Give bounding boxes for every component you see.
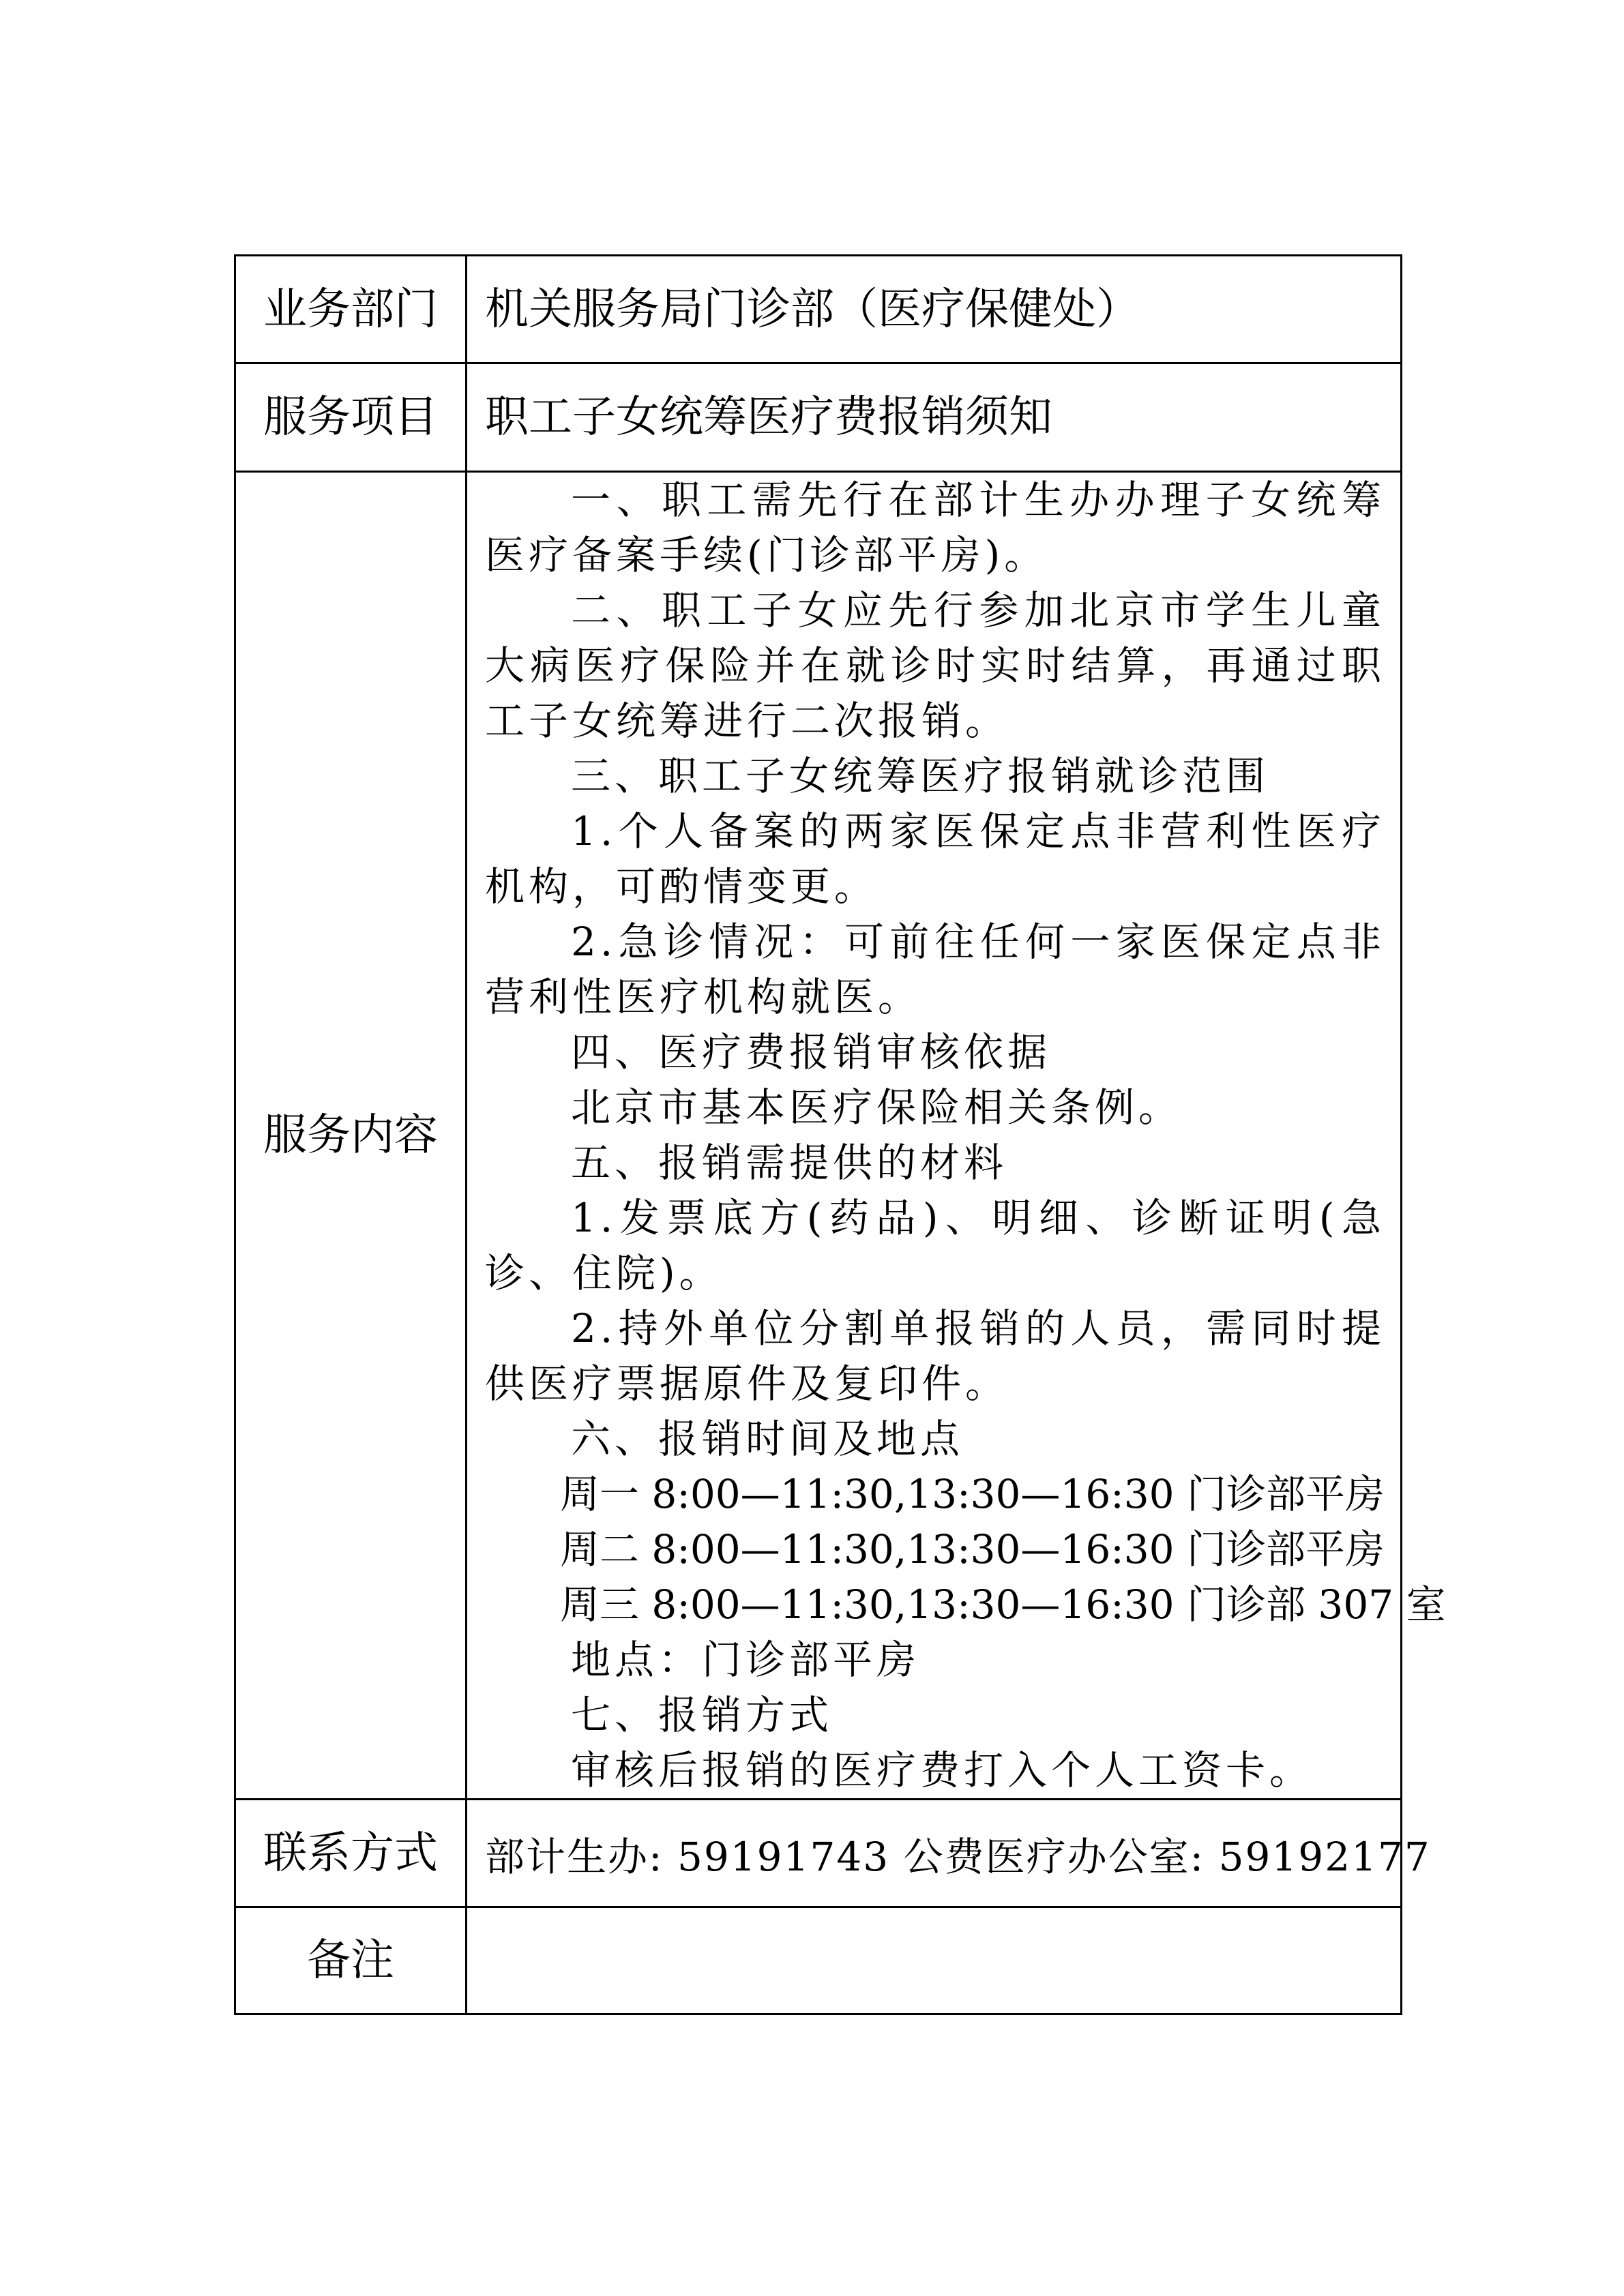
- content-paragraph: 七、报销方式: [571, 1692, 833, 1738]
- content-paragraph: 2.急诊情况：可前往任何一家医保定点非营利性医疗机构就医。: [485, 919, 1385, 1020]
- service-content-label: 服务内容: [235, 472, 467, 1800]
- content-paragraph: 2.持外单位分割单报销的人员，需同时提供医疗票据原件及复印件。: [485, 1305, 1385, 1407]
- content-paragraph: 三、职工子女统筹医疗报销就诊范围: [571, 753, 1270, 799]
- schedule-line: 周三 8:00—11:30,13:30—16:30 门诊部 307 室: [560, 1581, 1446, 1628]
- row-remarks: [235, 1907, 1402, 2014]
- content-paragraph: 二、职工子女应先行参加北京市学生儿童大病医疗保险并在就诊时实时结算，再通过职工子女统筹进行二次报销。: [485, 587, 1385, 744]
- row-department: [235, 256, 1402, 363]
- service-notice-table: [234, 254, 1446, 2015]
- row-service-content: [235, 472, 1402, 1800]
- content-paragraph: 六、报销时间及地点: [571, 1416, 964, 1462]
- content-paragraph: 1.个人备案的两家医保定点非营利性医疗机构，可酌情变更。: [485, 808, 1385, 910]
- remarks-value: [467, 1907, 1402, 2014]
- schedule-line: 周一 8:00—11:30,13:30—16:30 门诊部平房: [560, 1471, 1385, 1517]
- remarks-label: 备注: [235, 1907, 467, 2014]
- schedule-line: 周二 8:00—11:30,13:30—16:30 门诊部平房: [560, 1526, 1385, 1572]
- content-paragraph: 四、医疗费报销审核依据: [571, 1029, 1052, 1075]
- service-item-value: 职工子女统筹医疗费报销须知: [467, 363, 1402, 472]
- content-paragraph: 北京市基本医疗保险相关条例。: [571, 1084, 1183, 1131]
- service-item-label: 服务项目: [235, 363, 467, 472]
- department-value: 机关服务局门诊部（医疗保健处）: [467, 256, 1402, 363]
- service-content-body: [467, 472, 1446, 1800]
- row-contact: [235, 1800, 1402, 1907]
- content-paragraph: 一、职工需先行在部计生办办理子女统筹医疗备案手续(门诊部平房)。: [485, 477, 1385, 578]
- department-label: 业务部门: [235, 256, 467, 363]
- content-paragraph: 五、报销需提供的材料: [571, 1139, 1008, 1186]
- content-paragraph: 地点：门诊部平房: [571, 1637, 921, 1683]
- contact-label: 联系方式: [235, 1800, 467, 1907]
- row-service-item: [235, 363, 1402, 472]
- contact-value: 部计生办: 59191743 公费医疗办公室: 59192177: [467, 1800, 1402, 1907]
- content-paragraph: 1.发票底方(药品)、明细、诊断证明(急诊、住院)。: [485, 1195, 1385, 1296]
- content-paragraph: 审核后报销的医疗费打入个人工资卡。: [571, 1747, 1314, 1793]
